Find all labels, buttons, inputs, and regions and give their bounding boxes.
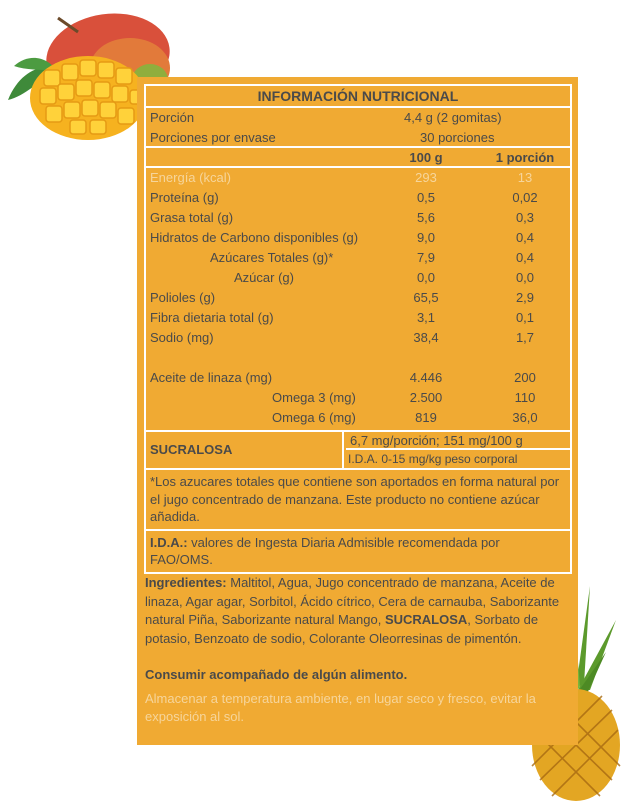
nutrient-value-serving: 36,0 xyxy=(512,410,538,425)
table-row xyxy=(146,388,570,408)
nutrient-label: Grasa total (g) xyxy=(150,210,234,225)
nutrient-value-100g: 65,5 xyxy=(413,290,439,305)
sugar-note: *Los azucares totales que contiene son aportados en forma natural por el jugo concentrado de manzana. Este producto no contiene azúcar añadida. xyxy=(146,470,570,531)
nutrient-label: Omega 6 (mg) xyxy=(272,410,356,425)
nutrient-value-100g: 293 xyxy=(415,170,437,185)
table-row xyxy=(146,408,570,430)
nutrient-value-serving: 1,7 xyxy=(515,330,535,345)
table-title: INFORMACIÓN NUTRICIONAL xyxy=(146,86,570,108)
nutrient-label: Polioles (g) xyxy=(150,290,216,305)
column-header-100g: 100 g xyxy=(409,150,443,165)
column-header-serving: 1 porción xyxy=(495,150,555,165)
nutrient-value-100g: 4.446 xyxy=(409,370,443,385)
table-row xyxy=(146,288,570,308)
nutrient-value-100g: 7,9 xyxy=(416,250,436,265)
nutrient-value-serving: 0,3 xyxy=(515,210,535,225)
ida-text: valores de Ingesta Diaria Admisible recomendada por FAO/OMS. xyxy=(150,534,500,567)
nutrient-value-serving: 110 xyxy=(514,390,536,405)
sucralose-row xyxy=(146,430,570,470)
sucralose-label: SUCRALOSA xyxy=(150,442,233,457)
nutrient-label: Azúcar (g) xyxy=(234,270,294,285)
divider xyxy=(342,432,344,468)
row-spacer xyxy=(146,348,570,368)
nutrient-label: Hidratos de Carbono disponibles (g) xyxy=(150,230,359,245)
serving-label: Porción xyxy=(150,110,195,125)
servings-per-pack-value: 30 porciones xyxy=(420,130,495,145)
sucralose-ida: I.D.A. 0-15 mg/kg peso corporal xyxy=(348,452,518,466)
nutrient-value-100g: 9,0 xyxy=(416,230,436,245)
table-row xyxy=(146,268,570,288)
nutrient-value-100g: 819 xyxy=(415,410,437,425)
nutrient-label: Fibra dietaria total (g) xyxy=(150,310,274,325)
nutrient-value-serving: 0,4 xyxy=(515,230,535,245)
nutrient-value-100g: 3,1 xyxy=(416,310,436,325)
table-row xyxy=(146,328,570,348)
sucralose-amount: 6,7 mg/porción; 151 mg/100 g xyxy=(346,432,570,450)
table-row xyxy=(146,368,570,388)
serving-row xyxy=(146,108,570,128)
ida-note xyxy=(146,531,570,572)
nutrient-value-serving: 0,4 xyxy=(515,250,535,265)
nutrient-value-serving: 13 xyxy=(517,170,533,185)
column-header-row xyxy=(146,148,570,168)
ingredients-text xyxy=(145,574,575,648)
ingredients-list-b: , Sorbato de potasio, Benzoato de sodio, Colorante Oleorresinas de pimentón. xyxy=(145,612,539,646)
servings-per-pack-row xyxy=(146,128,570,148)
nutrient-value-serving: 0,0 xyxy=(515,270,535,285)
nutrient-label: Omega 3 (mg) xyxy=(272,390,356,405)
nutrient-value-100g: 2.500 xyxy=(409,390,443,405)
nutrient-value-serving: 200 xyxy=(514,370,536,385)
nutrient-value-serving: 0,1 xyxy=(515,310,535,325)
nutrient-label: Energía (kcal) xyxy=(150,170,231,185)
nutrient-value-100g: 5,6 xyxy=(416,210,436,225)
servings-per-pack-label: Porciones por envase xyxy=(150,130,276,145)
nutrient-value-serving: 2,9 xyxy=(515,290,535,305)
nutrient-value-serving: 0,02 xyxy=(512,190,538,205)
table-row xyxy=(146,188,570,208)
nutrient-value-100g: 38,4 xyxy=(413,330,439,345)
table-row xyxy=(146,308,570,328)
storage-note: Almacenar a temperatura ambiente, en lugar seco y fresco, evitar la exposición al sol. xyxy=(145,691,536,724)
table-row xyxy=(146,228,570,248)
table-row xyxy=(146,168,570,188)
ingredients-label: Ingredientes: xyxy=(145,575,227,590)
nutrition-table xyxy=(144,84,572,574)
ingredients-list-a: Maltitol, Agua, Jugo concentrado de manzana, Aceite de linaza, Agar agar, Sorbitol, Ácido cítrico, Cera de carnauba, Saborizante natural Piña, Saborizante natural Mango, xyxy=(145,575,560,627)
serving-value: 4,4 g (2 gomitas) xyxy=(404,110,502,125)
nutrient-label: Sodio (mg) xyxy=(150,330,214,345)
table-row xyxy=(146,248,570,268)
ingredients-sucralose: SUCRALOSA xyxy=(384,612,468,627)
nutrient-label: Proteína (g) xyxy=(150,190,219,205)
ida-term: I.D.A.: xyxy=(150,534,188,550)
nutrient-value-100g: 0,5 xyxy=(416,190,436,205)
table-row xyxy=(146,208,570,228)
nutrient-value-100g: 0,0 xyxy=(416,270,436,285)
nutrient-label: Azúcares Totales (g)* xyxy=(210,250,334,265)
nutrient-label: Aceite de linaza (mg) xyxy=(150,370,273,385)
consume-note: Consumir acompañado de algún alimento. xyxy=(145,667,408,682)
